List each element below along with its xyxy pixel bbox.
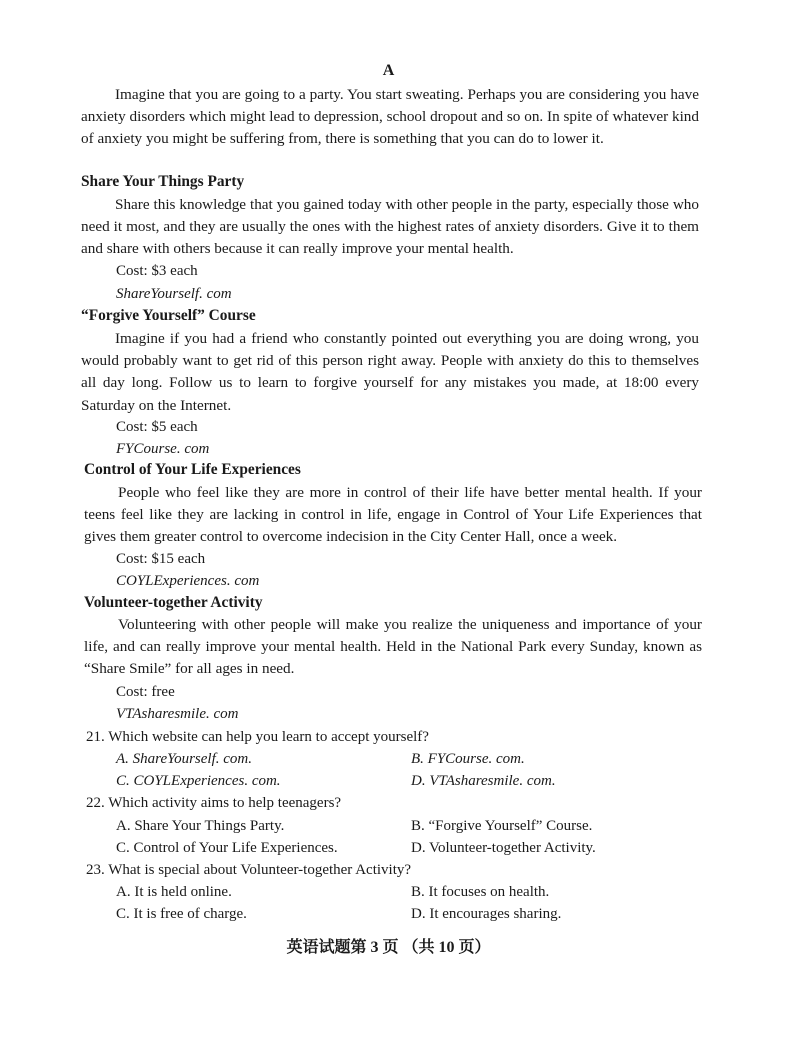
question-number: 21. bbox=[86, 729, 105, 745]
cost-forgive-course: Cost: $5 each bbox=[116, 419, 198, 435]
website-share-party: ShareYourself. com bbox=[116, 286, 232, 302]
q23-option-d: D. It encourages sharing. bbox=[411, 906, 562, 922]
section-heading-forgive-course: “Forgive Yourself” Course bbox=[81, 307, 256, 324]
q21-option-d: D. VTAsharesmile. com. bbox=[411, 773, 556, 789]
question-21 bbox=[86, 726, 429, 748]
cost-control-life: Cost: $15 each bbox=[116, 551, 206, 567]
section-body-control-life: People who feel like they are more in control of their life have better mental health. If your teens feel like they are lacking in control in life, engage in Control of Your Life Experiences that gives them greater control to overcome indecision in the City Center Hall, once a week. bbox=[84, 484, 702, 546]
section-heading-volunteer: Volunteer-together Activity bbox=[84, 594, 263, 611]
section-heading-share-party: Share Your Things Party bbox=[81, 173, 245, 190]
question-number: 22. bbox=[86, 795, 105, 811]
q22-option-a: A. Share Your Things Party. bbox=[116, 818, 285, 834]
question-text: What is special about Volunteer-together Activity? bbox=[108, 862, 412, 878]
q22-option-d: D. Volunteer-together Activity. bbox=[411, 840, 596, 856]
section-body-share-party: Share this knowledge that you gained today with other people in the party, especially those who need it most, and they are usually the ones with the highest rates of anxiety disorders. Give it to them and share with others because it can really improve your mental health. bbox=[81, 196, 699, 258]
page-footer: 英语试题第 3 页 （共 10 页） bbox=[286, 939, 491, 956]
website-volunteer: VTAsharesmile. com bbox=[116, 706, 239, 722]
q23-option-b: B. It focuses on health. bbox=[411, 884, 550, 900]
question-22 bbox=[86, 792, 341, 814]
intro-paragraph: Imagine that you are going to a party. You start sweating. Perhaps you are considering you have anxiety disorders which might lead to depression, school dropout and so on. In spite of whatever kind of anxiety you might be suffering from, there is something that you can do to lower it. bbox=[81, 86, 699, 148]
passage-title: A bbox=[382, 62, 395, 79]
q23-option-c: C. It is free of charge. bbox=[116, 906, 247, 922]
q21-option-a: A. ShareYourself. com. bbox=[116, 751, 252, 767]
q21-option-b: B. FYCourse. com. bbox=[411, 751, 525, 767]
question-text: Which website can help you learn to accept yourself? bbox=[108, 729, 429, 745]
section-body-volunteer: Volunteering with other people will make you realize the uniqueness and importance of your life, and can really improve your mental health. Held in the National Park every Sunday, known as “Share Smile” for all ages in need. bbox=[84, 616, 702, 678]
section-heading-control-life: Control of Your Life Experiences bbox=[84, 461, 301, 478]
cost-volunteer: Cost: free bbox=[116, 684, 175, 700]
website-control-life: COYLExperiences. com bbox=[116, 573, 260, 589]
section-body-forgive-course: Imagine if you had a friend who constantly pointed out everything you are doing wrong, you would probably want to get rid of this person right away. People with anxiety do this to themselves all day long. Follow us to learn to forgive yourself for any mistakes you made, at 18:00 every Saturday on the Internet. bbox=[81, 330, 699, 414]
q21-option-c: C. COYLExperiences. com. bbox=[116, 773, 281, 789]
question-text: Which activity aims to help teenagers? bbox=[108, 795, 342, 811]
cost-share-party: Cost: $3 each bbox=[116, 263, 198, 279]
q22-option-c: C. Control of Your Life Experiences. bbox=[116, 840, 338, 856]
question-23 bbox=[86, 859, 411, 881]
website-forgive-course: FYCourse. com bbox=[116, 441, 210, 457]
question-number: 23. bbox=[86, 862, 105, 878]
q23-option-a: A. It is held online. bbox=[116, 884, 232, 900]
q22-option-b: B. “Forgive Yourself” Course. bbox=[411, 818, 593, 834]
